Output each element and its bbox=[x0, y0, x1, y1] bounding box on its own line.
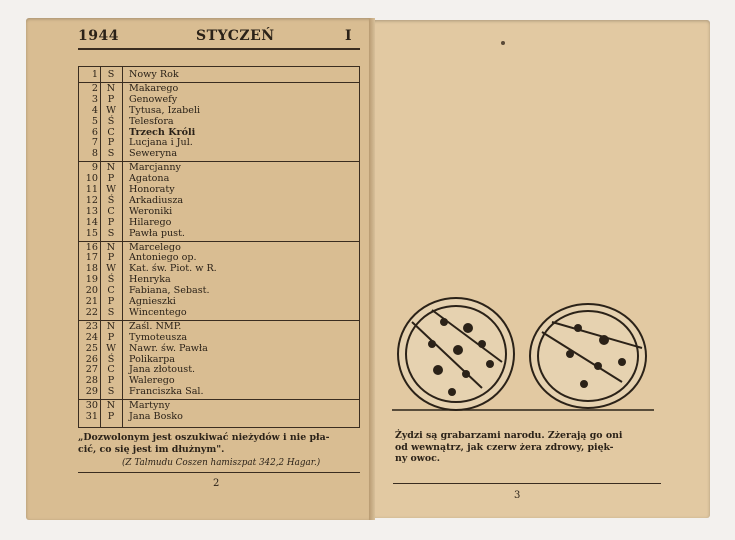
illustration-caption bbox=[395, 430, 665, 465]
calendar-row bbox=[79, 84, 359, 95]
day-number: 23 bbox=[85, 320, 98, 332]
calendar-row bbox=[79, 149, 359, 160]
name-day: Nowy Rok bbox=[129, 69, 179, 80]
calendar-row bbox=[79, 355, 359, 366]
calendar-row bbox=[79, 229, 359, 240]
calendar-row bbox=[79, 387, 359, 398]
weekday-letter: P bbox=[107, 173, 115, 185]
day-number: 22 bbox=[85, 306, 98, 318]
name-day: Makarego bbox=[129, 82, 179, 94]
month-number: I bbox=[345, 28, 353, 44]
name-day: Hilarego bbox=[129, 216, 172, 228]
name-day: Polikarpa bbox=[129, 353, 175, 365]
name-day: Seweryna bbox=[129, 148, 178, 160]
name-day: Marcjanny bbox=[129, 162, 181, 174]
week-divider bbox=[79, 399, 359, 400]
name-day: Honoraty bbox=[129, 184, 175, 195]
name-day: Agatona bbox=[129, 173, 170, 185]
calendar-row bbox=[79, 297, 359, 308]
weekday-letter: P bbox=[107, 252, 115, 264]
calendar-row bbox=[79, 106, 359, 117]
calendar-row bbox=[79, 253, 359, 264]
name-day: Tymoteusza bbox=[129, 331, 188, 343]
calendar-row bbox=[79, 207, 359, 218]
name-day: Franciszka Sal. bbox=[129, 386, 204, 398]
name-day: Marcelego bbox=[129, 241, 181, 253]
day-number: 3 bbox=[91, 93, 98, 105]
calendar-row bbox=[79, 70, 359, 81]
name-day: Henryka bbox=[129, 274, 171, 286]
calendar-row bbox=[79, 185, 359, 196]
day-number: 27 bbox=[85, 364, 98, 376]
calendar-row bbox=[79, 264, 359, 275]
weekday-letter: Ś bbox=[107, 353, 115, 365]
weekday-letter: P bbox=[107, 375, 115, 387]
weekday-letter: S bbox=[107, 69, 115, 80]
day-number: 18 bbox=[85, 263, 98, 275]
calendar-year: 1944 bbox=[78, 28, 119, 44]
calendar-row bbox=[79, 218, 359, 229]
day-number: 4 bbox=[91, 104, 98, 116]
name-day: Trzech Króli bbox=[129, 126, 196, 138]
name-day: Agnieszki bbox=[129, 296, 176, 307]
calendar-row bbox=[79, 163, 359, 174]
caption-line: ny owoc. bbox=[395, 453, 441, 464]
book-gutter bbox=[369, 18, 375, 520]
calendar-row bbox=[79, 344, 359, 355]
weekday-letter: S bbox=[107, 148, 115, 160]
day-number: 12 bbox=[85, 194, 98, 206]
quote-line: cić, co się jest im dłużnym". bbox=[78, 444, 225, 455]
weekday-letter: W bbox=[106, 104, 116, 116]
name-day: Antoniego op. bbox=[129, 252, 197, 264]
weekday-letter: C bbox=[107, 364, 115, 376]
calendar-row bbox=[79, 95, 359, 106]
weekday-letter: N bbox=[106, 162, 116, 174]
weekday-letter: C bbox=[107, 205, 115, 217]
day-number: 5 bbox=[91, 115, 98, 127]
calendar-row bbox=[79, 308, 359, 319]
caption-line: Żydzi są grabarzami narodu. Zżerają go oni bbox=[395, 430, 623, 441]
calendar-row bbox=[79, 138, 359, 149]
weekday-letter: N bbox=[106, 400, 116, 412]
week-divider bbox=[79, 320, 359, 321]
talmud-quote bbox=[78, 432, 364, 456]
day-number: 29 bbox=[85, 386, 98, 398]
weekday-letter: Ś bbox=[107, 274, 115, 286]
name-day: Fabiana, Sebast. bbox=[129, 285, 210, 297]
calendar-row bbox=[79, 275, 359, 286]
calendar-row bbox=[79, 128, 359, 139]
name-day: Zaśl. NMP. bbox=[129, 320, 182, 332]
day-number: 8 bbox=[91, 148, 98, 160]
day-number: 21 bbox=[85, 296, 98, 307]
weekday-letter: P bbox=[107, 296, 115, 307]
weekday-letter: P bbox=[107, 331, 115, 343]
day-number: 13 bbox=[85, 205, 98, 217]
calendar-row bbox=[79, 117, 359, 128]
footer-rule bbox=[78, 472, 360, 473]
name-day: Pawła pust. bbox=[129, 227, 185, 239]
weekday-letter: P bbox=[107, 93, 115, 105]
day-number: 16 bbox=[85, 241, 98, 253]
name-day: Weroniki bbox=[129, 205, 173, 217]
day-number: 10 bbox=[85, 173, 98, 185]
weekday-letter: W bbox=[106, 342, 116, 354]
day-number: 24 bbox=[85, 331, 98, 343]
weekday-letter: N bbox=[106, 320, 116, 332]
weekday-letter: S bbox=[107, 386, 115, 398]
calendar-row bbox=[79, 401, 359, 412]
name-day: Nawr. św. Pawła bbox=[129, 342, 208, 354]
day-number: 7 bbox=[91, 137, 98, 149]
day-number: 15 bbox=[85, 227, 98, 239]
day-number: 28 bbox=[85, 375, 98, 387]
weekday-letter: W bbox=[106, 184, 116, 195]
weekday-letter: C bbox=[107, 285, 115, 297]
weekday-letter: Ś bbox=[107, 115, 115, 127]
weekday-letter: N bbox=[106, 82, 116, 94]
page-number-right: 3 bbox=[514, 490, 521, 501]
weekday-letter: S bbox=[107, 227, 115, 239]
day-number: 14 bbox=[85, 216, 98, 228]
weekday-letter: P bbox=[107, 137, 115, 149]
calendar-row bbox=[79, 196, 359, 207]
calendar-row bbox=[79, 376, 359, 387]
name-day: Wincentego bbox=[129, 306, 187, 318]
weekday-letter: P bbox=[107, 411, 115, 422]
day-number: 26 bbox=[85, 353, 98, 365]
header-rule bbox=[78, 48, 360, 50]
day-number: 17 bbox=[85, 252, 98, 264]
name-day: Martyny bbox=[129, 400, 171, 412]
rotten-fruit-illustration bbox=[392, 292, 654, 422]
name-day: Tytusa, Izabeli bbox=[129, 104, 201, 116]
day-number: 1 bbox=[91, 69, 98, 80]
caption-line: od wewnątrz, jak czerw żera zdrowy, pięk- bbox=[395, 441, 614, 453]
day-number: 30 bbox=[85, 400, 98, 412]
name-day: Telesfora bbox=[129, 115, 174, 127]
weekday-letter: W bbox=[106, 263, 116, 275]
calendar-row bbox=[79, 365, 359, 376]
calendar-row bbox=[79, 243, 359, 254]
day-number: 19 bbox=[85, 274, 98, 286]
quote-source: (Z Talmudu Coszen hamiszpat 342,2 Hagar.) bbox=[122, 458, 321, 468]
name-day: Genowefy bbox=[129, 93, 178, 105]
calendar-row bbox=[79, 174, 359, 185]
calendar-row bbox=[79, 412, 359, 423]
calendar-row bbox=[79, 286, 359, 297]
day-number: 2 bbox=[91, 82, 98, 94]
weekday-letter: P bbox=[107, 216, 115, 228]
paper-hole bbox=[501, 41, 505, 45]
name-day: Kat. św. Piot. w R. bbox=[129, 263, 217, 275]
name-day: Jana Bosko bbox=[129, 411, 183, 422]
name-day: Arkadiusza bbox=[129, 194, 184, 206]
week-divider bbox=[79, 161, 359, 162]
calendar-row bbox=[79, 333, 359, 344]
name-day: Lucjana i Jul. bbox=[129, 137, 193, 149]
footer-rule bbox=[393, 483, 661, 484]
weekday-letter: C bbox=[107, 126, 115, 138]
name-day: Walerego bbox=[129, 375, 175, 387]
day-number: 25 bbox=[85, 342, 98, 354]
name-day: Jana złotoust. bbox=[129, 364, 196, 376]
quote-line: „Dozwolonym jest oszukiwać nieżydów i nie pła- bbox=[78, 432, 330, 443]
calendar-row bbox=[79, 322, 359, 333]
weekday-letter: N bbox=[106, 241, 116, 253]
calendar-month: STYCZEŃ bbox=[196, 28, 275, 44]
day-number: 6 bbox=[91, 126, 98, 138]
week-divider bbox=[79, 241, 359, 242]
page-number-left: 2 bbox=[213, 478, 220, 489]
day-number: 20 bbox=[85, 285, 98, 297]
day-number: 9 bbox=[91, 162, 98, 174]
weekday-letter: Ś bbox=[107, 194, 115, 206]
weekday-letter: S bbox=[107, 306, 115, 318]
day-number: 31 bbox=[85, 411, 98, 422]
day-number: 11 bbox=[85, 184, 98, 195]
calendar-table bbox=[78, 66, 360, 428]
week-divider bbox=[79, 82, 359, 83]
